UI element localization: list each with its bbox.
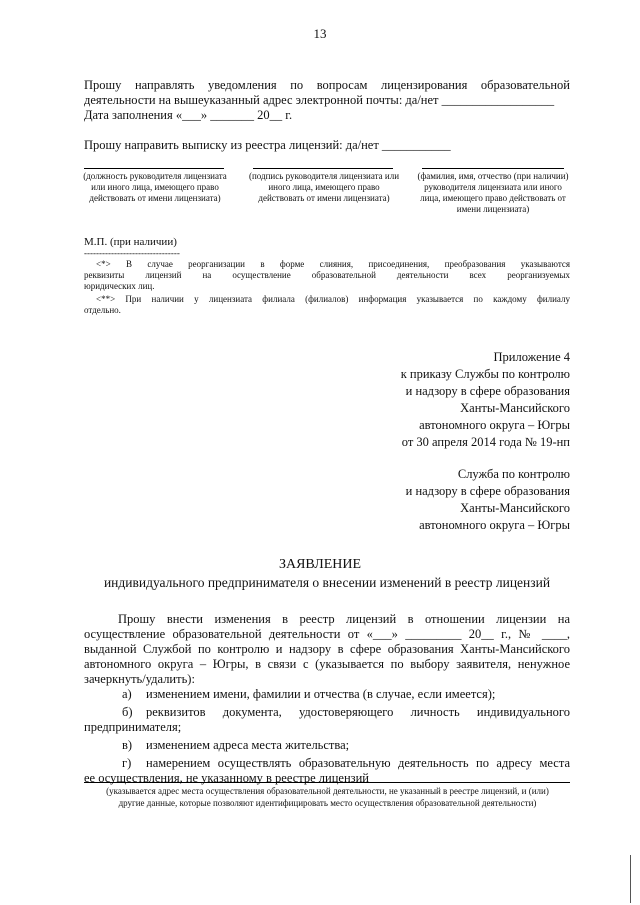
footnote-1-line-b: реквизиты лицензий на осуществление образовательной деятельности всех реорганизуемых [84,270,570,280]
reason-continuation: ее осуществления, не указанному в реестре лицензий [84,771,369,785]
footnote-1-line-c: юридических лиц. [84,281,155,291]
footnote-separator: -------------------------------- [84,248,180,258]
reason-item [84,738,570,753]
body-line-2: осуществление образовательной деятельности от «___» _________ 20__ г., № ____, [84,627,570,641]
address-caption: (указывается адрес места осуществления образовательной деятельности, не указанный в реестре лицензий, и (или) другие данные, которые позволяют идентифицировать место осуществления образовательной деятельности) [106,786,549,808]
footnote-1-line-a: <*> В случае реорганизации в форме слияния, присоединения, преобразования указываются [96,259,570,269]
address-fill-line [84,782,570,783]
signature-caption-position: (должность руководителя лицензиата или иного лица, имеющего право действовать от имени лицензиата) [83,171,227,203]
extract-request-line: Прошу направить выписку из реестра лицензий: да/нет ___________ [84,138,451,152]
signature-caption-sign: (подпись руководителя лицензиата или иного лица, имеющего право действовать от имени лицензиата) [248,171,400,203]
reason-text: реквизитов документа, удостоверяющего личность индивидуального [146,705,570,719]
appendix-line: Приложение 4 [493,350,570,364]
stamp-note: М.П. (при наличии) [84,236,177,248]
reason-text: намерением осуществлять образовательную деятельность по адресу места [146,756,570,770]
reason-text: изменением имени, фамилии и отчества (в случае, если имеется); [146,687,496,701]
body-line-5: зачеркнуть/удалить): [84,672,195,686]
addressee-line: автономного округа – Югры [419,518,570,532]
appendix-line: автономного округа – Югры [419,418,570,432]
appendix-block [300,349,570,451]
reason-item [84,705,570,720]
appendix-line: от 30 апреля 2014 года № 19-нп [401,435,570,449]
appendix-line: к приказу Службы по контролю [400,367,570,381]
reason-text: изменением адреса места жительства; [146,738,350,752]
reason-item [84,687,570,702]
footnote-2-line-b: отдельно. [84,305,121,315]
signature-line-sign [253,168,393,169]
page-number: 13 [313,26,327,41]
reason-item [84,756,570,771]
signature-caption-name: (фамилия, имя, отчество (при наличии) руководителя лицензиата или иного лица, имеющего право действовать от имени лицензиата) [417,171,569,214]
appendix-line: и надзору в сфере образования [405,384,570,398]
body-line-4: автономного округа – Югры, в связи с (указывается по выбору заявителя, ненужное [84,657,570,671]
notify-line-1: Прошу направлять уведомления по вопросам лицензирования образовательной [84,78,570,92]
addressee-line: Служба по контролю [457,467,570,481]
addressee-line: и надзору в сфере образования [405,484,570,498]
notify-line-2: деятельности на вышеуказанный адрес электронной почты: да/нет __________________ [84,93,555,107]
document-subtitle: индивидуального предпринимателя о внесении изменений в реестр лицензий [103,575,551,590]
addressee-block [300,466,570,534]
addressee-line: Ханты-Мансийского [460,501,570,515]
body-line-1: Прошу внести изменения в реестр лицензий в отношении лицензии на [118,612,570,626]
footnote-2-line-a: <**> При наличии у лицензиата филиала (филиалов) информация указывается по каждому филиалу [96,294,570,304]
reason-list [84,687,570,786]
reason-label: в) [122,738,133,752]
reason-continuation: предпринимателя; [84,720,182,734]
appendix-line: Ханты-Мансийского [460,401,570,415]
reason-label: г) [122,756,132,770]
signature-line-position [84,168,224,169]
reason-label: б) [122,705,133,719]
reason-label: а) [122,687,132,701]
fill-date-line: Дата заполнения «___» _______ 20__ г. [84,108,293,122]
body-line-3: выданной Службой по контролю и надзору в сфере образования Ханты-Мансийского [84,642,570,656]
signature-line-name [422,168,564,169]
document-title: ЗАЯВЛЕНИЕ [278,557,362,572]
page-edge-mark [630,855,631,903]
